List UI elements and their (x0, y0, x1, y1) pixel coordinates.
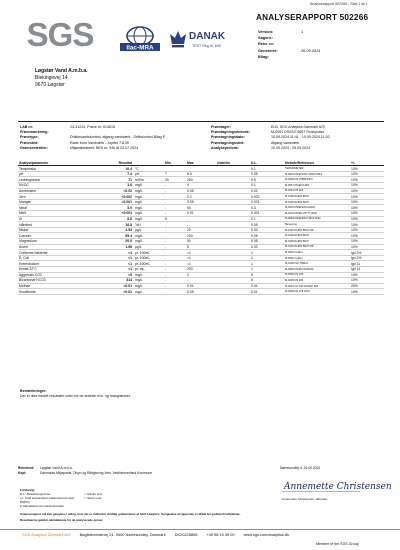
col-header-uncertainty: +/- (350, 160, 384, 166)
cell-unit: pr. 100mL (135, 261, 151, 266)
legend (20, 488, 144, 508)
cell-result: <1 (128, 267, 132, 272)
cell-unit: mg/L (135, 200, 143, 205)
recipient-value: Danmarks Miljøportal, Tilsyn og Rådgivning Vest, Vesthimmerland Kommune (40, 470, 153, 475)
info-label: Prøvetagningsmetode: (211, 130, 250, 135)
remarks (20, 389, 131, 399)
cell-method: M-0006 DS 27888:2003 (285, 178, 313, 182)
cell-param: Svovlbrinte (19, 289, 36, 294)
cell-uncertainty: 10% (351, 194, 358, 199)
cell-result: 5.0 (127, 205, 132, 210)
cell-unit: mg/L (135, 211, 143, 216)
report-title: ANALYSERAPPORT 502266 (256, 13, 369, 22)
cell-dl: 0.5 (251, 177, 256, 182)
info-value: 10.09.2024 - 26.09.2024 (271, 146, 311, 151)
cell-param: Nitrat (19, 205, 28, 210)
cell-result: 7.4 (127, 172, 132, 177)
cell-uncertainty: lgd 14 (351, 267, 361, 272)
meta-label: Version: (258, 28, 274, 34)
cell-method: M-0084 DS/EN/ISO 5814:2012 (285, 217, 321, 221)
info-row (20, 146, 210, 151)
legend-item: #: Akkrediteret af underleverandør (20, 504, 64, 508)
cell-uncertainty: 10% (351, 244, 358, 249)
report-meta (258, 28, 398, 60)
cell-dl: 0.001 (251, 211, 260, 216)
cell-min: 5 (165, 216, 167, 221)
cell-unit: mS/m (135, 177, 144, 182)
cell-result: 8.8 (127, 216, 132, 221)
col-header-dl: D.L. (250, 160, 284, 166)
cell-min: - (165, 244, 167, 249)
signature-script: Annemette Christensen (284, 482, 392, 492)
cell-method: M-0140 Reft60 BICP MS (285, 245, 314, 249)
cell-result: <0.02 (123, 188, 132, 193)
cell-method: M-0066 DS 236 (285, 273, 304, 277)
footer-dk: DK20228806 (174, 531, 198, 537)
cell-uncertainty: 10% (351, 205, 358, 210)
cell-param: Ammonium (19, 188, 37, 193)
cell-min: 7 (165, 172, 167, 177)
cell-max: 20 (187, 228, 191, 233)
cell-method: M-0139 Reft60 BICP (285, 195, 309, 199)
cell-uncertainty: 10% (351, 289, 358, 294)
cell-max: - (187, 222, 189, 227)
cell-result: 10.4 (125, 166, 132, 171)
signature-name: Annemette Christensen, laborant (282, 497, 328, 501)
cell-result: <0.002 (121, 194, 132, 199)
cell-param: Temperatur (19, 166, 37, 171)
cell-dl: 0.1 (251, 216, 256, 221)
cell-param: pH (19, 172, 24, 177)
cell-dl: 0.1 (251, 183, 256, 188)
cell-result: 1.96 (125, 244, 132, 249)
cell-result: <0.01 (123, 289, 132, 294)
footer-web-link[interactable]: www.sgs.com/analytics-dk (243, 531, 290, 537)
cell-method: M-0006 DS 278 1976 (285, 290, 310, 294)
cell-param: Ilt (19, 216, 22, 221)
col-header-result: Resultat (100, 160, 134, 166)
info-label: Prøvetager: (211, 124, 231, 129)
cell-method: M-0056 DS/EN ISO6222 (285, 267, 314, 271)
cell-method: M-0032 Colilert (285, 256, 303, 260)
info-value: 10.09.2024 11:41 - 10.09.2024 11:52 (271, 135, 330, 140)
footer-company: SGS Analytics Danmark A/S (22, 531, 71, 537)
cell-param: Ledningsevne (19, 177, 41, 182)
cell-max: 0.2 (187, 194, 192, 199)
client-address (35, 68, 88, 89)
cell-dl: 0.05 (251, 222, 258, 227)
footer-address: Bøgildsmindevej 21, 9400 Nørresundby, Danmark (79, 531, 166, 537)
disclaimer-text: Resultaterne gælder udelukkende for de analyserede prøver. (20, 517, 104, 522)
cell-result: <1 (128, 261, 132, 266)
cell-min: - (165, 233, 167, 238)
legend-item: <: Mindre end (84, 492, 102, 496)
cell-uncertainty: 20% (351, 284, 358, 289)
cell-result: <1 (128, 250, 132, 255)
cell-method: M-0032 Colilert (285, 251, 303, 254)
cell-dl: 5 (251, 272, 253, 277)
legend-item: +/-: Total ekspanderet usikkerhed (2s total RSD%) (20, 496, 74, 504)
cell-unit: µg/L (135, 244, 142, 249)
cell-result: <0.001 (121, 200, 132, 205)
cell-result: 20.9 (125, 239, 132, 244)
cell-dl: 0.03 (251, 228, 258, 233)
cell-uncertainty: lgd 2% (351, 250, 362, 255)
meta-label: Genereret: (258, 47, 278, 53)
cell-max: 5 (187, 244, 189, 249)
cell-result: 314 (126, 278, 132, 283)
col-header-parameter: Analyseparameter (18, 160, 100, 166)
results-table (18, 160, 384, 295)
client-city: 9670 Løgstør (35, 82, 65, 88)
info-label: Prøvemærkning: (20, 130, 49, 135)
info-row (211, 146, 383, 151)
cell-method: M-0139 Reft60 BICP (285, 200, 309, 204)
cell-min: - (165, 250, 167, 255)
cell-unit: pr. 100mL (135, 256, 151, 261)
info-label: Prøvested: (20, 140, 39, 145)
cell-min: - (165, 194, 167, 199)
legend-item: D.L.: Detektionsgrænse (20, 492, 51, 496)
cell-min: - (165, 261, 167, 266)
cell-max: 250 (187, 177, 193, 182)
meta-label: Rekv. nr: (258, 41, 275, 47)
col-header-min: Min (164, 160, 186, 166)
ilac-logo-text: ilac-MRA (126, 44, 154, 52)
page-header: Analyserapport 502266 - Side 1 af 1 (310, 2, 368, 6)
sample-info-left (20, 124, 210, 151)
cell-param: Bicarbonat HCO3 (19, 278, 46, 283)
cell-max: 0.05 (187, 289, 194, 294)
cell-param: Kimtal 22°C (19, 267, 37, 272)
cell-max: 0.01 (187, 211, 194, 216)
legend-grid (20, 492, 144, 508)
cell-max: 200 (187, 233, 193, 238)
cell-max: 0.05 (187, 188, 194, 193)
cell-outside (216, 289, 250, 295)
cell-method: M-0140 Reft60 BICP MS (285, 228, 314, 232)
cell-unit: mg/L (135, 216, 143, 221)
cell-dl: 0.05 (251, 233, 258, 238)
cell-result: <0.01 (123, 284, 132, 289)
cell-dl: 0.1 (251, 166, 256, 171)
cell-min: - (165, 183, 167, 188)
sgs-logo (22, 16, 98, 52)
cell-unit: °C (135, 166, 139, 171)
cell-max: 8.5 (187, 172, 192, 177)
cell-min: - (165, 284, 167, 289)
cell-max: 200 (187, 267, 193, 272)
cell-param: Arsen (19, 244, 28, 249)
cell-uncertainty: lgd 11 (351, 261, 360, 266)
sample-info-right (211, 124, 383, 151)
recipient-value: Løgstør Vand A.m.b.a. (40, 465, 73, 470)
remarks-text: Der er ikke fundet resultater uden for de anførte min- og maxgrænser. (20, 394, 131, 398)
footer-bar (0, 529, 400, 538)
cell-unit: mg/L (135, 272, 143, 277)
meta-label: Sagsnr.: (258, 35, 274, 41)
cell-min: - (165, 239, 167, 244)
info-value: M-0061 DS/ISO 5667 Flushprøve (271, 130, 325, 135)
meta-row (258, 54, 398, 60)
cell-uncertainty: 10% (351, 222, 358, 227)
cell-min: - (165, 289, 167, 294)
cell-max: 50 (187, 205, 191, 210)
col-header-method: Metode/Reference (284, 160, 350, 166)
client-name: Løgstør Vand A.m.b.a. (35, 68, 88, 74)
cell-method: M-0015 DS/EN/ISO 10523:2012 (285, 172, 323, 176)
cell-param: Coliforme bakterier (19, 250, 48, 255)
cell-dl: 0.02 (251, 188, 258, 193)
cell-uncertainty: 10% (351, 278, 358, 283)
meta-value: 1 (301, 28, 304, 34)
cell-max: 0.01 (187, 284, 194, 289)
cell-param: Methan (19, 284, 31, 289)
cell-max: 50 (187, 239, 191, 244)
client-street: Blekingevej 14 (35, 75, 68, 81)
cell-uncertainty: 10% (351, 172, 358, 177)
legend-title: Forklaring: (20, 488, 36, 492)
info-label: LAB nr: (20, 124, 34, 129)
cell-dl: 1 (251, 250, 253, 255)
cell-result: 85.4 (125, 233, 132, 238)
cell-param: Nitrit (19, 211, 26, 216)
cell-unit: pr. 100mL (135, 250, 151, 255)
danak-reg-text: TEST Reg.nr. 605 (192, 44, 221, 48)
cell-unit: mg/L (135, 233, 143, 238)
cell-unit: mg/L (135, 289, 143, 294)
sgs-logo-text: SGS (26, 16, 94, 53)
cell-dl: 0.3 (251, 205, 256, 210)
info-value: Afgang vandværk (271, 140, 300, 145)
cell-result: <0.001 (121, 211, 132, 216)
cell-param: Magnesium (19, 239, 37, 244)
cell-method: M-0014 DS 224 (285, 189, 304, 193)
cell-max: <1 (187, 250, 191, 255)
cell-unit: mg/L (135, 183, 143, 188)
cell-max: 2 (187, 272, 189, 277)
cell-method: M-0010 DS/EN 26777:2002 (285, 211, 317, 215)
cell-uncertainty: 10% (351, 177, 358, 182)
info-value: ELB, SGS Analytics Danmark A/S (271, 124, 325, 129)
cell-dl: 0.05 (251, 239, 258, 244)
cell-method: M-0016 DS/EN/ISO10304 (285, 206, 315, 210)
legend-item: >: Større end (84, 496, 101, 500)
member-of-sgs: Member of the SGS Group (316, 542, 359, 546)
recipient-label: Kopi: (18, 470, 27, 475)
cell-result: 4.93 (125, 228, 132, 233)
cell-min: - (165, 278, 167, 283)
cell-max: <1 (187, 261, 191, 266)
table-row (18, 289, 384, 295)
cell-min: - (165, 211, 167, 216)
cell-dl: 0.05 (251, 172, 258, 177)
meta-value: 26.09.2024 (301, 47, 321, 53)
cell-uncertainty: lgd 2% (351, 256, 362, 261)
cell-unit: mg/L (135, 278, 143, 283)
info-label: Analyseperiode: (211, 146, 239, 151)
cell-dl: 1 (251, 256, 253, 261)
cell-method: M-0022 GC-FID DANAK 381 (285, 284, 319, 288)
cell-uncertainty: 10% (351, 166, 358, 171)
cell-dl: 5 (251, 278, 253, 283)
info-value: Miljøministeriet, BEK nr. 940 af 22.07.2024 (70, 146, 139, 151)
cell-uncertainty: 10% (351, 211, 358, 216)
cell-unit: mg/L (135, 205, 143, 210)
cell-param: Mangan (19, 200, 32, 205)
info-value: Rade Kors Vandværk - Jupiter 71139 (70, 140, 129, 145)
disclaimers (20, 512, 380, 523)
cell-uncertainty: 10% (351, 183, 358, 188)
cell-method: M-0139 Reft60 BICP (285, 239, 309, 243)
recipient-label: Rekvirent: (18, 465, 35, 470)
cell-dl: 1 (251, 267, 253, 272)
cell-uncertainty: 10% (351, 239, 358, 244)
meta-label: Bilag: (258, 54, 269, 60)
cell-uncertainty: 10% (351, 188, 358, 193)
disclaimer-text: Analyserapport må kun gengives i udtog, hvis der er indhentet skriftlig godkendelse af SGS Analytics. Gengivelse af rapporten er tilladt før godkendt udfyldelse. (20, 512, 241, 516)
cell-unit: mg/L (135, 239, 143, 244)
info-value: 24-31243, Prøve nr: 614615 (70, 124, 115, 129)
cell-min: - (165, 272, 167, 277)
cell-uncertainty: 10% (351, 200, 358, 205)
col-header-outside: Udenfor (216, 160, 250, 166)
recipients (18, 465, 384, 475)
cell-min: - (165, 256, 167, 261)
cell-dl: 0.01 (251, 289, 258, 294)
danak-logo (168, 26, 238, 50)
cell-dl: 0.002 (251, 194, 260, 199)
recipient-row (18, 470, 384, 475)
divider (18, 121, 384, 122)
info-label: Prøvetagningssted: (211, 140, 245, 145)
cell-max: 0.05 (187, 200, 194, 205)
cell-uncertainty: 10% (351, 216, 358, 221)
cell-unit: mg/L (135, 194, 143, 199)
cell-result: 16.8 (125, 222, 132, 227)
cell-result: <5 (128, 272, 132, 277)
info-value: Drikkevandskontrol, afgang vandværk - Driftskontrol Bilag E (70, 135, 166, 140)
cell-method: M-0067 DS/EN 1484 (285, 183, 309, 187)
cell-method: Beregning (285, 223, 297, 227)
cell-param: Calcium (19, 233, 32, 238)
cell-max: - (187, 278, 189, 283)
info-label: Grænseværdier: (20, 146, 48, 151)
cell-min: - (165, 228, 167, 233)
cell-max: - (187, 216, 189, 221)
cell-min: - (165, 188, 167, 193)
signature (282, 478, 392, 492)
col-header-max: Max (186, 160, 216, 166)
cell-unit: mg/L (135, 188, 143, 193)
cell-method: TERMOMETER (285, 167, 304, 171)
results-body (18, 166, 384, 295)
cell-param: NVOC (19, 183, 29, 188)
info-label: Prøvetagningsdato: (211, 135, 245, 140)
cell-method: M-0005 DS 236 (285, 278, 304, 282)
footer-phone: +45 98 19 39 00 (206, 531, 235, 537)
cell-result: 71 (128, 177, 132, 182)
cell-max: 4 (187, 183, 189, 188)
cell-param: Enterokokker (19, 261, 39, 266)
cell-max: <1 (187, 256, 191, 261)
cell-uncertainty: 10% (351, 228, 358, 233)
cell-min: - (165, 222, 167, 227)
cell-min: - (165, 267, 167, 272)
cell-unit: µg/L (135, 228, 142, 233)
cell-min: - (165, 205, 167, 210)
cell-min: 30 (165, 177, 169, 182)
cell-dl: 1 (251, 261, 253, 266)
danak-logo-text: DANAK (189, 31, 226, 42)
place-date: Nørresundby d. 26.09.2024 (280, 466, 321, 470)
ilac-mra-logo (118, 26, 162, 52)
cell-dl: 0.001 (251, 200, 260, 205)
cell-result: 1.6 (127, 183, 132, 188)
cell-dl: 0.03 (251, 244, 258, 249)
cell-result: <1 (128, 256, 132, 261)
info-label: Prøvetype: (20, 135, 39, 140)
cell-unit: mg/L (135, 284, 143, 289)
cell-method: M-0139 ISO 7899-2 (285, 262, 308, 266)
cell-param: Hårdhed (19, 222, 33, 227)
remarks-title: Bemærkninger: (20, 389, 47, 393)
cell-param: E. Coli (19, 256, 29, 261)
cell-uncertainty: 10% (351, 233, 358, 238)
cell-param: Jern (19, 194, 26, 199)
cell-unit: pr. mL (135, 267, 145, 272)
cell-unit: pH (135, 172, 140, 177)
cell-param: Aggressiv CO2 (19, 272, 42, 277)
cell-min: - (165, 200, 167, 205)
cell-dl: 0.01 (251, 284, 258, 289)
cell-param: Nikkel (19, 228, 29, 233)
cell-unit: °dH (135, 222, 141, 227)
cell-uncertainty: 10% (351, 272, 358, 277)
cell-method: M-0139 Reft60 BICP (285, 234, 309, 238)
